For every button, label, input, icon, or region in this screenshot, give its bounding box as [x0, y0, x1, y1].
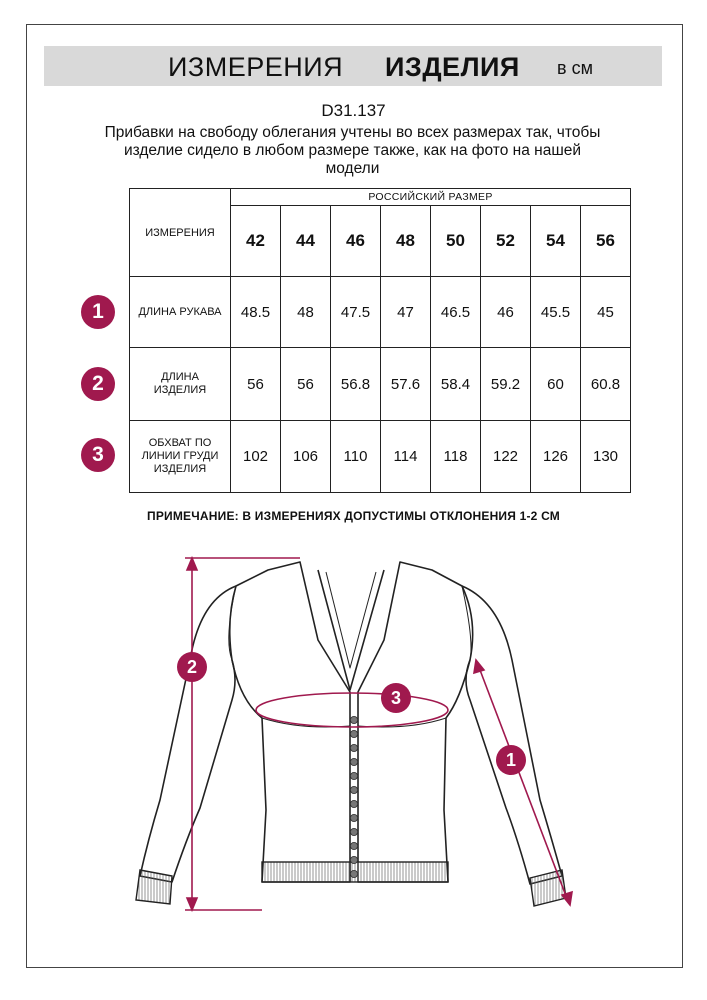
row-label-line: ЛИНИИ ГРУДИ: [141, 450, 219, 462]
table-cell: 56: [281, 348, 331, 421]
length-arrow-head-bottom: [187, 898, 197, 910]
sleeve-arrow-head-top: [474, 660, 484, 673]
marker-chest: 3: [381, 683, 411, 713]
table-cell: 114: [381, 421, 431, 493]
table-cell: 56.8: [331, 348, 381, 421]
table-cell: 130: [581, 421, 631, 493]
size-header: 52: [481, 206, 531, 277]
table-cell: 56: [231, 348, 281, 421]
table-cell: 110: [331, 421, 381, 493]
size-table: [129, 188, 631, 493]
cardigan-buttons: [350, 716, 357, 877]
row-label-line: ИЗДЕЛИЯ: [153, 384, 207, 396]
size-header: 46: [331, 206, 381, 277]
row-label-line: ИЗДЕЛИЯ: [153, 463, 207, 475]
table-cell: 118: [431, 421, 481, 493]
table-cell: 106: [281, 421, 331, 493]
row-label: [130, 348, 231, 421]
fit-description: Прибавки на свободу облегания учтены во всех размерах так, чтобы изделие сидело в любом размере также, как на фото на нашей модели: [104, 124, 601, 177]
size-header: 56: [581, 206, 631, 277]
size-system-header: РОССИЙСКИЙ РАЗМЕР: [231, 189, 631, 206]
table-cell: 47.5: [331, 277, 381, 348]
table-cell: 60: [531, 348, 581, 421]
size-header: 54: [531, 206, 581, 277]
row-label-line: ДЛИНА: [161, 371, 199, 383]
cardigan-left-sleeve: [140, 586, 236, 882]
title-measurements: ИЗМЕРЕНИЯ: [168, 52, 344, 82]
table-cell: 59.2: [481, 348, 531, 421]
row-number-badge: 2: [81, 367, 115, 401]
cardigan-right-sleeve: [462, 586, 562, 884]
cardigan-diagram: [0, 540, 707, 920]
row-label-line: ОБХВАТ ПО: [148, 437, 212, 449]
row-label: ДЛИНА РУКАВА: [130, 277, 231, 348]
table-cell: 48.5: [231, 277, 281, 348]
row-number-badge: 1: [81, 295, 115, 329]
table-cell: 47: [381, 277, 431, 348]
table-cell: 122: [481, 421, 531, 493]
size-header: 42: [231, 206, 281, 277]
size-header: 44: [281, 206, 331, 277]
marker-length: 2: [177, 652, 207, 682]
marker-sleeve: 1: [496, 745, 526, 775]
row-label: [130, 421, 231, 493]
row-number-badge: 3: [81, 438, 115, 472]
table-cell: 45.5: [531, 277, 581, 348]
table-cell: 102: [231, 421, 281, 493]
size-header: 48: [381, 206, 431, 277]
table-cell: 57.6: [381, 348, 431, 421]
table-cell: 60.8: [581, 348, 631, 421]
cardigan-left-front: [230, 562, 350, 882]
cardigan-neckline: [318, 570, 384, 690]
table-row-sleeve-length: [130, 277, 631, 348]
table-cell: 46.5: [431, 277, 481, 348]
article-code: D31.137: [321, 101, 386, 120]
table-cell: 48: [281, 277, 331, 348]
table-cell: 46: [481, 277, 531, 348]
cardigan-left-cuff: [136, 870, 172, 904]
table-cell: 45: [581, 277, 631, 348]
title-product: ИЗДЕЛИЯ: [385, 52, 520, 82]
size-header: 50: [431, 206, 481, 277]
table-cell: 126: [531, 421, 581, 493]
tolerance-note: ПРИМЕЧАНИЕ: В ИЗМЕРЕНИЯХ ДОПУСТИМЫ ОТКЛОНЕНИЯ 1-2 СМ: [147, 509, 560, 523]
table-row-garment-length: [130, 348, 631, 421]
table-cell: 58.4: [431, 348, 481, 421]
measurements-header: ИЗМЕРЕНИЯ: [130, 189, 231, 277]
cardigan-right-cuff: [530, 870, 566, 906]
title-unit: в см: [557, 58, 593, 78]
table-row-chest-girth: [130, 421, 631, 493]
length-arrow-head-top: [187, 558, 197, 570]
